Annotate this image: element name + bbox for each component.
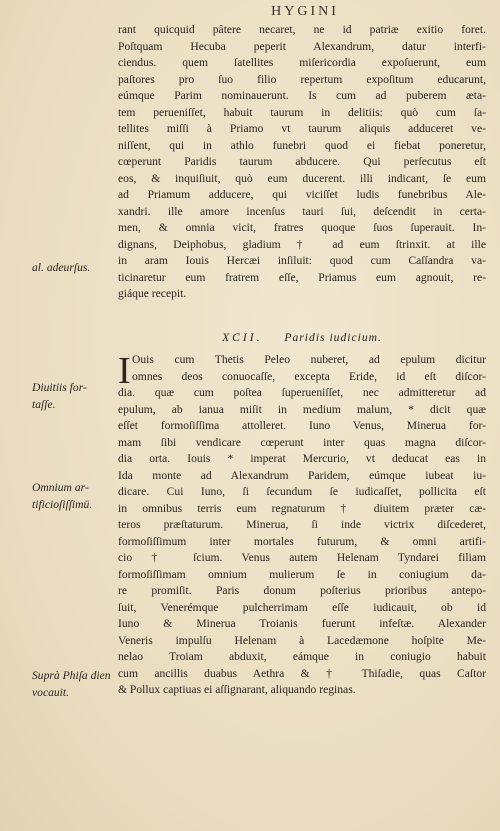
text-line: omnes deos conuocaſſe, excepta Eride, id eſt diſcor- xyxy=(132,369,486,383)
marginal-note-line: taſſe. xyxy=(32,397,56,411)
text-line: eos, & inquiſiuit, quò eum ducerent. illi indicant, ſe eum xyxy=(118,171,486,185)
text-line: cum ancillis duabus Aethra & † Thiſadie, quas Caſtor xyxy=(118,666,486,680)
text-line: & Pollux captiuas ei aſſignarant, aliquando reginas. xyxy=(118,683,356,696)
text-line: xandri. ille amore incenſus tauri ſui, deſcendit in certa- xyxy=(118,204,486,218)
chapter-title: Paridis iudicium. xyxy=(284,331,382,344)
marginal-note-1: al. adeurſus. xyxy=(32,261,91,274)
running-head xyxy=(0,4,500,20)
text-line: niſſent, qui in athlo funebri quod ei fiebat poneretur, xyxy=(118,138,486,152)
text-line: men, & omnia vicit, fratres quoque ſuos ſuperauit. In- xyxy=(118,221,486,234)
text-line: in aram Iouis Hercæi inſiluit: quod cum Caſſandra va- xyxy=(118,254,486,267)
text-line: cio † ſcium. Venus autem Helenam Tyndarei filiam xyxy=(118,551,486,564)
marginal-note-line: tificioſiſſimü. xyxy=(32,497,93,511)
text-line: Veneris impulſu Helenam à Lacedæmone hoſpite Me- xyxy=(118,633,486,647)
text-line: Ouis cum Thetis Peleo nuberet, ad epulum dicitur xyxy=(132,353,486,366)
drop-capital: I xyxy=(118,350,131,392)
text-line: ticinaretur eum fratrem eſſe, Priamus eum agnouit, re- xyxy=(118,270,486,284)
text-line: dicare. Cui Iuno, ſi ſecundum ſe iudicaſſet, pollicita eſt xyxy=(118,485,486,498)
text-line: rant quicquid pâtere necaret, ne id patriæ exitio foret. xyxy=(118,23,486,36)
text-line: dia. quæ cum poſtea ſuperueniſſet, nec admitteretur ad xyxy=(118,386,486,399)
marginal-note-3 xyxy=(32,480,114,513)
text-line: mam ſibi vendicare cœperunt inter quas magna diſcor- xyxy=(118,435,486,449)
text-line: formoſiſſimum inter mortales futurum, & omni artifi- xyxy=(118,534,486,548)
text-line: eúmque Parim nominauerunt. Is cum ad puberem æta- xyxy=(118,89,486,102)
text-line: paſtores pro ſuo filio repertum expoſitum educarunt, xyxy=(118,72,486,86)
text-line: cœperunt Paridis taurum abducere. Qui perſecutus eſt xyxy=(118,155,486,168)
text-line: nelao Troiam abduxit, eámque in coniugio habuit xyxy=(118,650,486,663)
text-line: dia orta. Iouis * imperat Mercurio, vt deducat eas in xyxy=(118,452,486,465)
text-line: eſſet formoſiſſima attolleret. Iuno Venus, Minerua for- xyxy=(118,419,486,432)
text-block-1 xyxy=(118,22,486,303)
text-line: dignans, Deiphobus, gladium † ad eum ſtrinxit. at ille xyxy=(118,237,486,251)
marginal-note-line: Diuitiis for- xyxy=(32,381,87,394)
chapter-number: XCII. xyxy=(222,331,263,344)
text-line: epulum, ab ianua miſit in medium malum, * dicit quæ xyxy=(118,402,486,416)
text-line: tem perueniſſet, habuit taurum in delitiis: quò cum ſa- xyxy=(118,105,486,119)
text-line: ad Priamum adducere, qui viciſſet ludis funebribus Ale- xyxy=(118,188,486,201)
text-line: ſuit, Venerémque pulcherrimam eſſe iudicauit, ob id xyxy=(118,600,486,614)
text-line: re promiſit. Paris donum poſterius prioribus antepo- xyxy=(118,584,486,597)
chapter-heading xyxy=(118,331,486,344)
text-line: teros præſtaturum. Minerua, ſi inde victrix diſcederet, xyxy=(118,518,486,531)
text-block-2 xyxy=(118,352,486,699)
text-line: giáque recepit. xyxy=(118,287,187,300)
running-head-text: HYGINI xyxy=(271,4,339,19)
marginal-note-2 xyxy=(32,380,114,413)
text-line: tellites miſſi à Priamo vt taurum aliquis adduceret ve- xyxy=(118,122,486,135)
text-line: formoſiſſimam omnium mulierum ſe in coniugium da- xyxy=(118,567,486,581)
marginal-note-line: Omnium ar- xyxy=(32,481,89,494)
text-line: ciendus. quem ſatellites miſericordia expoſuerunt, eum xyxy=(118,56,486,69)
text-line: in omnibus terris eum regnaturum † diuitem præter cæ- xyxy=(118,501,486,515)
text-line: Ida monte ad Alexandrum Paridem, eúmque iubeat iu- xyxy=(118,468,486,482)
text-line: Poſtquam Hecuba peperit Alexandrum, datur interfi- xyxy=(118,39,486,53)
text-line: Iuno & Minerua Troianis fuerunt infeſtæ. Alexander xyxy=(118,617,486,630)
marginal-note-4: Suprà Phiſa dien vocauit. xyxy=(32,669,111,699)
